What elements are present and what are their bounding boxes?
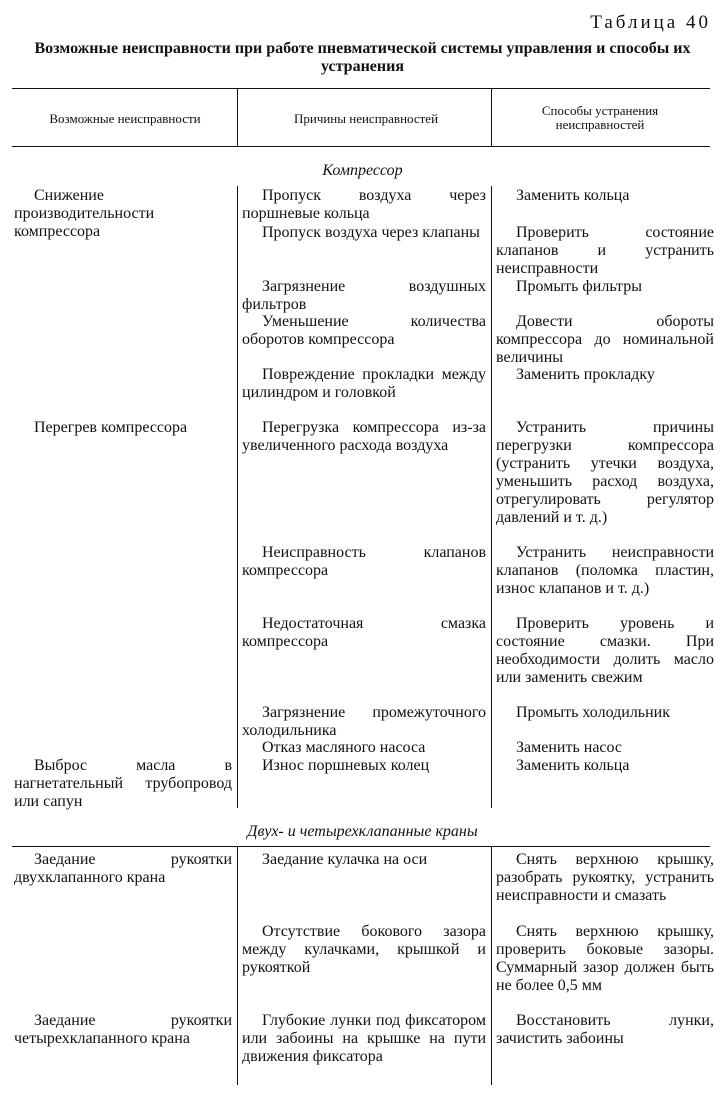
- column-header-causes: Причины неисправностей: [293, 111, 439, 126]
- section2-rule: [12, 846, 710, 847]
- fault-cell: Заедание рукоятки четырехклапанного крана: [14, 1012, 232, 1047]
- remedy-cell: Заменить прокладку: [516, 366, 655, 383]
- fault-cell: Заедание рукоятки двухклапанного крана: [14, 851, 232, 886]
- cause-cell: Перегрузка компрессора из-за увеличенного расхода воздуха: [242, 419, 486, 454]
- section1-divider-1: [237, 186, 238, 808]
- section2-divider-1: [237, 847, 238, 1085]
- remedy-cell: Заменить насос: [516, 739, 623, 756]
- header-divider-1: [237, 89, 238, 146]
- cause-cell: Уменьшение количества оборотов компрессора: [242, 313, 486, 348]
- remedy-cell: Снять верхнюю крышку, разобрать рукоятку, устранить неисправности и смазать: [496, 851, 714, 904]
- remedy-cell: Заменить кольца: [516, 187, 630, 204]
- table-title: Возможные неисправности при работе пневматической системы управления и способы их устранения: [34, 40, 691, 75]
- cause-cell: Неисправность клапанов компрессора: [242, 544, 486, 579]
- remedy-cell: Проверить состояние клапанов и устранить неисправности: [496, 224, 714, 277]
- column-header-faults: Возможные неисправности: [49, 111, 201, 126]
- header-bottom-rule: [12, 146, 710, 147]
- cause-cell: Загрязнение промежуточного холодильника: [242, 704, 486, 739]
- cause-cell: Отказ масляного насоса: [262, 739, 426, 756]
- header-top-rule: [12, 88, 710, 89]
- remedy-cell: Промыть фильтры: [516, 278, 642, 295]
- section-title-valves: Двух- и четырехклапанные краны: [247, 823, 478, 840]
- fault-cell: Выброс масла в нагнетательный трубопровод или сапун: [14, 757, 232, 810]
- cause-cell: Пропуск воздуха через клапаны: [262, 224, 480, 241]
- remedy-cell: Снять верхнюю крышку, проверить боковые зазоры. Суммарный зазор должен быть не более 0,5 мм: [496, 923, 714, 994]
- table-label: Таблица 40: [590, 12, 711, 33]
- section2-divider-2: [491, 847, 492, 1085]
- remedy-cell: Устранить неисправности клапанов (поломка пластин, износ клапанов и т. д.): [496, 544, 714, 597]
- fault-cell: Перегрев компрессора: [34, 419, 188, 436]
- remedy-cell: Устранить причины перегрузки компрессора (устранить утечки воздуха, уменьшить расход воздуха, отрегулировать регулятор давлений и т. д.): [496, 419, 714, 526]
- remedy-cell: Заменить кольца: [516, 757, 630, 774]
- cause-cell: Износ поршневых колец: [262, 757, 430, 774]
- header-divider-2: [491, 89, 492, 146]
- cause-cell: Повреждение прокладки между цилиндром и головкой: [242, 366, 486, 401]
- cause-cell: Недостаточная смазка компрессора: [242, 615, 486, 650]
- column-header-remedies: Способы устранения неисправностей: [541, 103, 659, 132]
- cause-cell: Загрязнение воздушных фильтров: [242, 278, 486, 313]
- cause-cell: Глубокие лунки под фиксатором или забоины на крышке на пути движения фиксатора: [242, 1012, 486, 1065]
- section1-divider-2: [491, 186, 492, 808]
- fault-cell: Снижение производительности компрессора: [14, 187, 155, 240]
- cause-cell: Пропуск воздуха через поршневые кольца: [242, 187, 486, 222]
- cause-cell: Заедание кулачка на оси: [262, 851, 428, 868]
- remedy-cell: Довести обороты компрессора до номинальной величины: [496, 313, 714, 366]
- remedy-cell: Промыть холодильник: [516, 704, 670, 721]
- section-title-compressor: Компрессор: [322, 162, 403, 179]
- remedy-cell: Проверить уровень и состояние смазки. При необходимости долить масло или заменить свежим: [496, 615, 714, 686]
- cause-cell: Отсутствие бокового зазора между кулачками, крышкой и рукояткой: [242, 923, 486, 976]
- remedy-cell: Восстановить лунки, зачистить забоины: [496, 1012, 714, 1047]
